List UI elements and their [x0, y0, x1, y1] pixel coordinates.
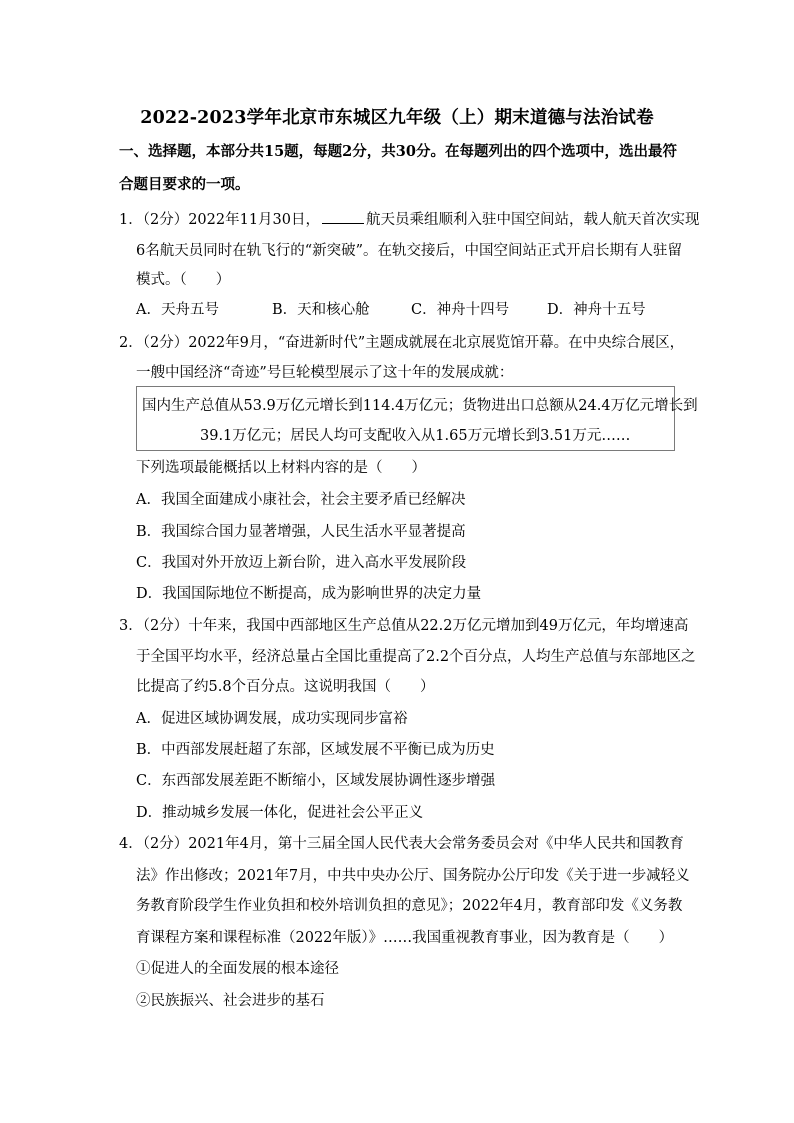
q2-line-2: 一艘中国经济“奇迹”号巨轮模型展示了这十年的发展成就：: [136, 365, 514, 381]
q1-line-1: [119, 209, 700, 230]
section-heading-line-1: 一、选择题，本部分共15题，每题2分，共30分。在每题列出的四个选项中，选出最符: [119, 143, 677, 160]
q1-line-1-pre: 1．（2分）2022年11月30日，: [119, 212, 321, 228]
q2-option-b: B．我国综合国力显著增强，人民生活水平显著提高: [136, 524, 466, 540]
page-title: 2022-2023学年北京市东城区九年级（上）期末道德与法治试卷: [140, 108, 654, 128]
q3-line-1: 3．（2分）十年来，我国中西部地区生产总值从22.2万亿元增加到49万亿元，年均增速高: [119, 618, 689, 634]
q1-answer-blank: [322, 209, 364, 224]
q2-option-a: A．我国全面建成小康社会，社会主要矛盾已经解决: [136, 492, 466, 508]
q4-line-2: 法》作出修改；2021年7月，中共中央办公厅、国务院办公厅印发《关于进一步减轻义: [136, 868, 690, 884]
q3-option-b: B．中西部发展赶超了东部，区域发展不平衡已成为历史: [136, 742, 495, 758]
q2-stem: 下列选项最能概括以上材料内容的是（ ）: [136, 460, 426, 476]
q3-option-c: C．东西部发展差距不断缩小，区域发展协调性逐步增强: [136, 773, 496, 789]
q4-line-3: 务教育阶段学生作业负担和校外培训负担的意见》；2022年4月，教育部印发《义务教: [136, 898, 683, 914]
q1-option-c: C．神舟十四号: [411, 302, 510, 318]
q2-material-line-1: 国内生产总值从53.9万亿元增长到114.4万亿元；货物进出口总额从24.4万亿元增长到: [142, 398, 698, 414]
q1-option-b: B．天和核心舱: [272, 302, 370, 318]
q2-line-1: 2．（2分）2022年9月，“奋进新时代”主题成就展在北京展览馆开幕。在中央综合展区，: [119, 335, 685, 351]
q1-line-3: 模式。（ ）: [136, 272, 231, 288]
q1-line-2: 6名航天员同时在轨飞行的“新突破”。在轨交接后，中国空间站正式开启长期有人驻留: [136, 243, 683, 259]
q3-option-d: D．推动城乡发展一体化，促进社会公平正义: [136, 805, 424, 821]
q2-material-box: [136, 386, 698, 451]
section-heading-line-2: 合题目要求的一项。: [119, 176, 250, 193]
q2-option-d: D．我国国际地位不断提高，成为影响世界的决定力量: [136, 586, 482, 602]
q2-option-c: C．我国对外开放迈上新台阶，进入高水平发展阶段: [136, 555, 467, 571]
q3-line-3: 比提高了约5.8个百分点。这说明我国（ ）: [136, 679, 435, 695]
q1-option-a: A．天舟五号: [136, 302, 219, 318]
q1-line-1-post: 航天员乘组顺利入驻中国空间站，载人航天首次实现: [366, 212, 700, 228]
q3-option-a: A．促进区域协调发展，成功实现同步富裕: [136, 711, 408, 727]
q4-line-1: 4．（2分）2021年4月，第十三届全国人民代表大会常务委员会对《中华人民共和国教育: [119, 836, 684, 852]
q3-line-2: 于全国平均水平，经济总量占全国比重提高了2.2个百分点，人均生产总值与东部地区之: [136, 649, 696, 665]
q4-item-2: ②民族振兴、社会进步的基石: [136, 993, 325, 1009]
q4-line-4: 育课程方案和课程标准（2022年版）》……我国重视教育事业，因为教育是（ ）: [136, 930, 674, 946]
q1-option-d: D．神舟十五号: [547, 302, 646, 318]
q4-item-1: ①促进人的全面发展的根本途径: [136, 961, 339, 977]
q2-material-line-2: 39.1万亿元；居民人均可支配收入从1.65万元增长到3.51万元……: [200, 428, 631, 444]
